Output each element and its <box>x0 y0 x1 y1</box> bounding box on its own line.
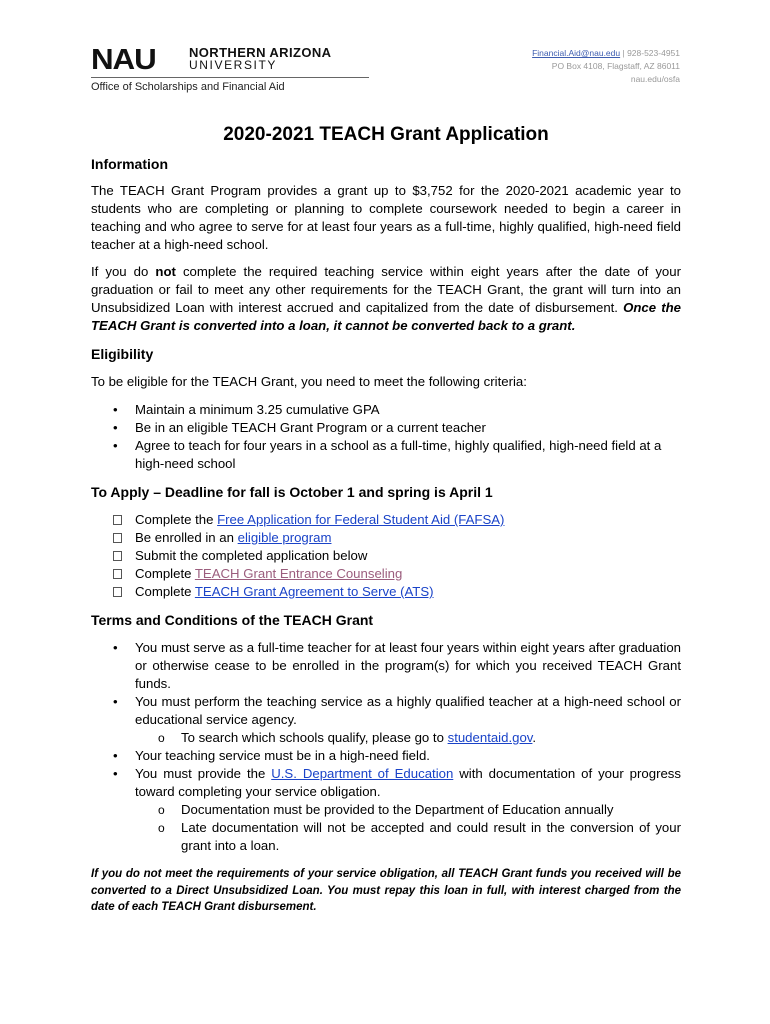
eligibility-intro: To be eligible for the TEACH Grant, you need to meet the following criteria: <box>91 374 527 389</box>
contact-phone: 928-523-4951 <box>627 48 680 58</box>
logo-line-2: UNIVERSITY <box>189 58 278 72</box>
eligibility-item: • Maintain a minimum 3.25 cumulative GPA <box>91 401 681 419</box>
terms-subitem: o Late documentation will not be accepted and could result in the conversion of your grant into a loan. <box>91 819 681 855</box>
apply-step <box>91 511 681 529</box>
eligible-program-link[interactable]: eligible program <box>237 530 332 545</box>
terms-sublist <box>91 801 681 855</box>
checkbox[interactable] <box>113 587 122 597</box>
logo-line-1: NORTHERN ARIZONA <box>189 45 332 60</box>
contact-line-1 <box>532 47 680 60</box>
p2-text-a: If you do <box>91 264 156 279</box>
subitem-suffix: . <box>532 730 537 745</box>
email-link[interactable]: Financial.Aid@nau.edu <box>532 48 621 58</box>
terms-list <box>91 639 681 855</box>
eligibility-item: • Agree to teach for four years in a school as a full-time, highly qualified, high-need field at a high-need school <box>91 437 681 473</box>
terms-subitem <box>91 729 681 747</box>
terms-text: with documentation of your progress toward completing your service obligation. <box>135 766 681 799</box>
step-text: Submit the completed application below <box>135 548 368 563</box>
apply-step <box>91 529 681 547</box>
terms-text: You must provide the <box>135 766 272 781</box>
checkbox[interactable] <box>113 551 122 561</box>
information-paragraph-2 <box>91 263 681 335</box>
entrance-counseling-link[interactable]: TEACH Grant Entrance Counseling <box>194 566 403 581</box>
apply-step <box>91 565 681 583</box>
studentaid-link[interactable]: studentaid.gov <box>447 730 533 745</box>
contact-block <box>532 47 680 86</box>
terms-item <box>91 765 681 855</box>
apply-step <box>91 547 681 565</box>
subitem-text: To search which schools qualify, please go to <box>181 730 448 745</box>
page-title: 2020-2021 TEACH Grant Application <box>223 124 549 145</box>
ed-gov-link[interactable]: U.S. Department of Education <box>271 766 454 781</box>
information-paragraph-1: The TEACH Grant Program provides a grant up to $3,752 for the 2020-2021 academic year to students who are completing or planning to complete coursework needed to begin a career in teaching and who agree to serve for at least four years as a full-time, highly qualified, high-need field teacher at a high-need school. <box>91 183 681 252</box>
eligibility-item: • Be in an eligible TEACH Grant Program or a current teacher <box>91 419 681 437</box>
ats-link[interactable]: TEACH Grant Agreement to Serve (ATS) <box>194 584 434 599</box>
apply-checklist <box>91 511 681 601</box>
apply-step <box>91 583 681 601</box>
nau-logo <box>91 45 371 95</box>
contact-website: nau.edu/osfa <box>630 74 680 84</box>
checkbox[interactable] <box>113 515 122 525</box>
apply-heading: To Apply – Deadline for fall is October 1 and spring is April 1 <box>91 484 493 500</box>
eligibility-list <box>91 401 681 473</box>
terms-item: • Your teaching service must be in a high-need field. <box>91 747 681 765</box>
logo-divider <box>91 77 369 78</box>
checkbox[interactable] <box>113 569 122 579</box>
logo-mark: NAU <box>91 44 156 76</box>
contact-address: PO Box 4108, Flagstaff, AZ 86011 <box>551 61 680 71</box>
p2-emphasis: Once the TEACH Grant is converted into a loan, it cannot be converted back to a grant. <box>91 300 681 333</box>
terms-sublist <box>91 729 681 747</box>
p2-text-b: complete the required teaching service within eight years after the date of your graduation or fail to meet any other requirements for the TEACH Grant, the grant will turn into an Unsubsidized Loan with interest accrued and capitalized from the date of disbursement. <box>91 264 681 315</box>
terms-heading: Terms and Conditions of the TEACH Grant <box>91 612 374 628</box>
main-content <box>91 124 681 916</box>
step-text: Complete <box>135 566 195 581</box>
fafsa-link[interactable]: Free Application for Federal Student Aid (FAFSA) <box>217 512 505 527</box>
terms-text: You must perform the teaching service as a highly qualified teacher at a high-need school or educational service agency. <box>135 694 681 727</box>
step-text: Be enrolled in an <box>135 530 238 545</box>
final-note: If you do not meet the requirements of your service obligation, all TEACH Grant funds you received will be converted to a Direct Unsubsidized Loan. You must repay this loan in full, with interest charged from the date of each TEACH Grant disbursement. <box>91 868 681 913</box>
office-name: Office of Scholarships and Financial Aid <box>91 81 285 93</box>
contact-separator: | <box>620 48 628 58</box>
checkbox[interactable] <box>113 533 122 543</box>
step-text: Complete the <box>135 512 218 527</box>
terms-subitem: o Documentation must be provided to the Department of Education annually <box>91 801 681 819</box>
terms-item <box>91 693 681 747</box>
terms-item: • You must serve as a full-time teacher for at least four years within eight years after graduation or otherwise cease to be enrolled in the program(s) for which you received TEACH Grant funds. <box>91 639 681 693</box>
information-heading: Information <box>91 156 168 172</box>
step-text: Complete <box>135 584 195 599</box>
p2-bold: not <box>155 264 176 279</box>
eligibility-heading: Eligibility <box>91 346 154 362</box>
